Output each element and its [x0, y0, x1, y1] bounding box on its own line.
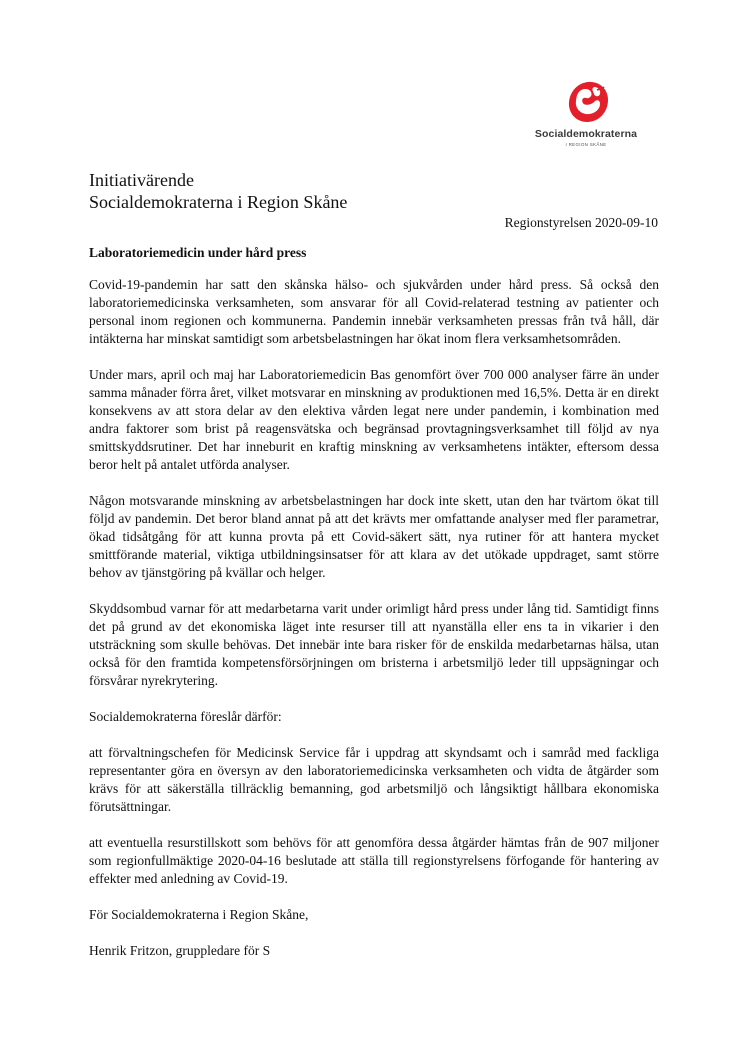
paragraph: Skyddsombud varnar för att medarbetarna varit under orimligt hård press under lång tid. Samtidigt finns det på grund av det ekonomiska läget inte resurser till att nyanställa eller ens ta in vikarier i den utsträckning som skulle behövas. Det innebär inte bara risker för de enskilda medarbetarnas hälsa, utan också för den framtida kompetensförsörjningen om bristerna i arbetsmiljö leder till uppsägningar och försvårar nyrekrytering.	[89, 601, 659, 688]
header-line-1: Initiativärende	[89, 170, 194, 190]
document-body	[89, 276, 659, 978]
logo-wordmark: Socialdemokraterna	[534, 128, 638, 140]
paragraph: Covid-19-pandemin har satt den skånska hälso- och sjukvården under hård press. Så också den laboratoriemedicinska verksamheten, som ansvarar för all Covid-relaterad testning av patienter och personal inom regionen och kommunerna. Pandemin innebär verksamheten pressas från två håll, där intäkterna har minskat samtidigt som arbetsbelastningen har ökat inom flera verksamhetsområden.	[89, 277, 659, 346]
header-line-2: Socialdemokraterna i Region Skåne	[89, 192, 348, 212]
paragraph: Under mars, april och maj har Laboratoriemedicin Bas genomfört över 700 000 analyser färre än under samma månader förra året, vilket motsvarar en minskning av produktionen med 16,5%. Detta är en direkt konsekvens av att stora delar av den elektiva vården legat nere under pandemin, i kombination med andra faktorer som brist på reagensvätska och begränsad provtagningsverksamhet till följd av nya smittskyddsrutiner. Det har inneburit en kraftig minskning av verksamhetens intäkter, eftersom dessa beror helt på antalet utförda analyser.	[89, 367, 659, 472]
paragraph: Någon motsvarande minskning av arbetsbelastningen har dock inte skett, utan den har tvärtom ökat till följd av pandemin. Det beror bland annat på att det krävts mer omfattande analyser med fler parametrar, ökad tidsåtgång för att kunna provta på ett Covid-säkert sätt, nya rutiner för att hantera mycket smittförande material, viktiga utbildningsinsatser för att klara av det utökade uppdraget, samt större behov av tjänstgöring på kvällar och helger.	[89, 493, 659, 580]
proposal-item: att eventuella resurstillskott som behövs för att genomföra dessa åtgärder hämtas från de 907 miljoner som regionfullmäktige 2020-04-16 beslutade att ställa till regionstyrelsens förfogande för hantering av effekter med anledning av Covid-19.	[89, 835, 659, 886]
proposal-intro: Socialdemokraterna föreslår därför:	[89, 709, 282, 724]
logo-subtitle: I REGION SKÅNE	[565, 142, 607, 147]
party-logo	[528, 78, 644, 150]
document-heading: Laboratoriemedicin under hård press	[89, 245, 307, 260]
proposal-item: att förvaltningschefen för Medicinsk Service får i uppdrag att skyndsamt och i samråd med fackliga representanter göra en översyn av den laboratoriemedicinska verksamheten och vidta de åtgärder som krävs för att säkerställa tillräcklig bemanning, god arbetsmiljö och långsiktigt hållbara ekonomiska förutsättningar.	[89, 745, 659, 814]
signature: Henrik Fritzon, gruppledare för S	[89, 943, 271, 958]
closing: För Socialdemokraterna i Region Skåne,	[89, 907, 309, 922]
rose-logo-icon	[564, 78, 612, 126]
document-header	[89, 169, 347, 213]
meeting-date: Regionstyrelsen 2020-09-10	[504, 215, 658, 230]
